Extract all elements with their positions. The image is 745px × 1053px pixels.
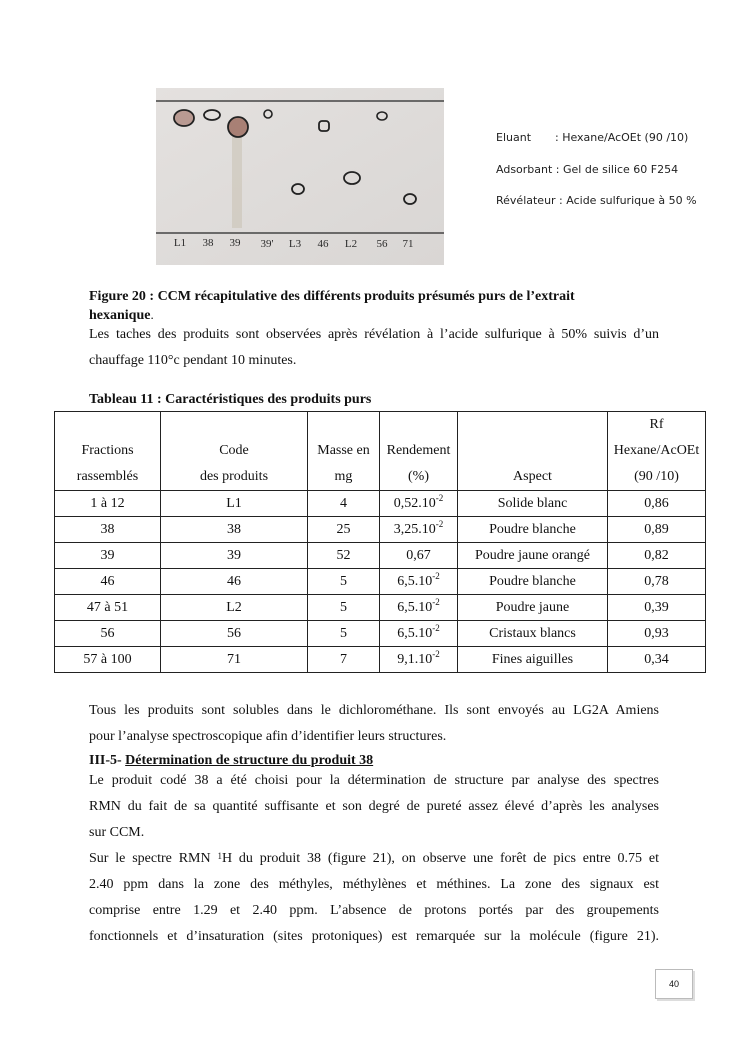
para1-line2: RMN du fait de sa quantité suffisante et son degré de pureté assez élevé d’après les analyses	[89, 799, 659, 814]
revelation-paragraph	[89, 322, 659, 374]
cell-code: L1	[161, 491, 308, 517]
cell-rendement: $9,1.10^{-2}$	[380, 647, 458, 673]
cell-rendement: 0,67	[380, 543, 458, 569]
cell-fraction: 47 à 51	[55, 595, 161, 621]
cell-fraction: 39	[55, 543, 161, 569]
table-row	[55, 621, 706, 647]
cell-masse: 5	[308, 621, 380, 647]
lane-label: L1	[173, 237, 187, 249]
tlc-streak	[232, 133, 242, 228]
revelation-line2: chauffage 110°c pendant 10 minutes.	[89, 353, 297, 368]
cell-code: 46	[161, 569, 308, 595]
cell-rendement: $6,5.10^{-2}$	[380, 595, 458, 621]
adsorbant-line: Adsorbant : Gel de silice 60 F254	[496, 163, 679, 176]
tlc-spot-l1	[174, 110, 194, 126]
solubility-paragraph	[89, 698, 659, 750]
figure-caption	[89, 288, 669, 325]
solubility-line1: Tous les produits sont solubles dans le dichlorométhane. Ils sont envoyés au LG2A Amiens	[89, 703, 659, 718]
cell-rf: 0,39	[608, 595, 706, 621]
cell-rendement: $6,5.10^{-2}$	[380, 569, 458, 595]
cell-rendement: $0,52.10^{-2}$	[380, 491, 458, 517]
cell-rf: 0,89	[608, 517, 706, 543]
header-aspect: Aspect	[458, 412, 608, 491]
para2-line4: fonctionnels et d’insaturation (sites protoniques) est remarquée sur la molécule (figure 21).	[89, 929, 659, 944]
revelateur-line: Révélateur : Acide sulfurique à 50 %	[496, 194, 697, 207]
solubility-line2: pour l’analyse spectroscopique afin d’identifier leurs structures.	[89, 729, 447, 744]
cell-fraction: 1 à 12	[55, 491, 161, 517]
lane-label: 38	[202, 237, 214, 249]
table-row	[55, 569, 706, 595]
para2-line3: comprise entre 1.29 et 2.40 ppm. L’absence de protons portés par des groupements	[89, 903, 659, 918]
para1-line3: sur CCM.	[89, 825, 145, 840]
cell-fraction: 38	[55, 517, 161, 543]
para1-line1: Le produit codé 38 a été choisi pour la détermination de structure par analyse des spectres	[89, 773, 659, 788]
cell-aspect: Fines aiguilles	[458, 647, 608, 673]
cell-masse: 5	[308, 595, 380, 621]
tlc-plate-photo	[156, 88, 444, 265]
cell-aspect: Solide blanc	[458, 491, 608, 517]
cell-masse: 4	[308, 491, 380, 517]
cell-rf: 0,78	[608, 569, 706, 595]
header-masse: Masse en mg	[308, 412, 380, 491]
section-number: III-5-	[89, 753, 126, 768]
page-number: 40	[655, 969, 693, 999]
lane-label: 39	[229, 237, 241, 249]
cell-code: 56	[161, 621, 308, 647]
cell-fraction: 57 à 100	[55, 647, 161, 673]
nmr-paragraph	[89, 846, 659, 950]
cell-aspect: Poudre blanche	[458, 569, 608, 595]
table-row	[55, 543, 706, 569]
lane-label: L2	[344, 238, 358, 250]
lane-label: L3	[288, 238, 302, 250]
header-fractions: Fractions rassemblés	[55, 412, 161, 491]
cell-rf: 0,34	[608, 647, 706, 673]
cell-rf: 0,82	[608, 543, 706, 569]
lane-label: 46	[317, 238, 329, 250]
cell-fraction: 46	[55, 569, 161, 595]
para2-line2: 2.40 ppm dans la zone des méthyles, méthylènes et méthines. La zone des signaux est	[89, 877, 659, 892]
eluant-label: Eluant	[496, 131, 532, 144]
cell-rf: 0,86	[608, 491, 706, 517]
cell-rf: 0,93	[608, 621, 706, 647]
cell-code: L2	[161, 595, 308, 621]
cell-masse: 7	[308, 647, 380, 673]
eluant-value: : Hexane/AcOEt (90 /10)	[555, 131, 689, 144]
cell-code: 39	[161, 543, 308, 569]
eluant-line	[496, 131, 688, 144]
cell-aspect: Poudre jaune	[458, 595, 608, 621]
tlc-spot-39	[228, 117, 248, 137]
structure-paragraph	[89, 768, 659, 846]
cell-rendement: $6,5.10^{-2}$	[380, 621, 458, 647]
cell-code: 71	[161, 647, 308, 673]
cell-masse: 52	[308, 543, 380, 569]
para2-line1: Sur le spectre RMN $^1$H du produit 38 (figure 21), on observe une forêt de pics entre 0.75 et	[89, 851, 659, 866]
cell-fraction: 56	[55, 621, 161, 647]
header-rendement: Rendement (%)	[380, 412, 458, 491]
section-title: Détermination de structure du produit 38	[125, 753, 374, 768]
cell-code: 38	[161, 517, 308, 543]
cell-aspect: Cristaux blancs	[458, 621, 608, 647]
table-row	[55, 647, 706, 673]
cell-masse: 5	[308, 569, 380, 595]
table-row	[55, 491, 706, 517]
cell-rendement: $3,25.10^{-2}$	[380, 517, 458, 543]
cell-masse: 25	[308, 517, 380, 543]
header-code: Code des produits	[161, 412, 308, 491]
figure-caption-line1: Figure 20 : CCM récapitulative des différents produits présumés purs de l’extrait	[89, 289, 575, 304]
table-row	[55, 517, 706, 543]
tlc-plate-drawing	[156, 88, 444, 265]
lane-label: 39'	[260, 238, 274, 250]
header-rf: Rf Hexane/AcOEt (90 /10)	[608, 412, 706, 491]
revelation-line1: Les taches des produits sont observées après révélation à l’acide sulfurique à 50% suivis d’un	[89, 327, 659, 342]
table-row	[55, 595, 706, 621]
table-caption: Tableau 11 : Caractéristiques des produits purs	[89, 392, 372, 407]
figure-caption-line2: hexanique	[89, 308, 151, 323]
lane-label: 56	[376, 238, 388, 250]
cell-aspect: Poudre blanche	[458, 517, 608, 543]
products-table	[54, 411, 706, 673]
table-header-row	[55, 412, 706, 491]
cell-aspect: Poudre jaune orangé	[458, 543, 608, 569]
lane-label: 71	[402, 238, 414, 250]
figure-caption-period: .	[150, 307, 154, 322]
